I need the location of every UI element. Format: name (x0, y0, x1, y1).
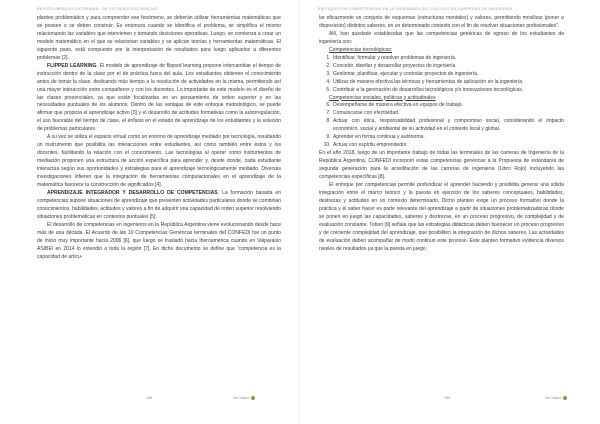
social-competencies-title: Competencias sociales, políticas y actitudinales (329, 94, 436, 101)
brand-logo-icon (251, 396, 255, 400)
list-item: 4. Utilizar de manera efectiva las técnicas y herramientas de aplicación en la ingeniería. (332, 79, 564, 87)
brand-logo-icon (563, 396, 567, 400)
list-item: 9. Aprender en forma continua y autónoma. (332, 134, 564, 142)
tech-competencies-list (319, 55, 564, 95)
right-text-column (319, 15, 564, 254)
flipped-learning-heading: FLIPPED LEARNING (47, 62, 97, 69)
right-footer-brand (545, 396, 567, 400)
right-paragraph-3: En el año 2018, luego de un importante trabajo de todas las terminales de las carreras de Ingeniería de la República Argentina, CONFEDI incorporó estas competencias genéricas a la Propuesta de estándares de segunda generación para la acreditación de las carreras de ingeniería (Libro Rojo) incluyendo las competencias específicas [8]. (319, 150, 564, 181)
right-paragraph-4: El enfoque por competencias permite profundizar el aprender haciendo y posibilita generar una sólida integración entre el marco teórico y la puesta en ejercicio de los saberes conceptuales, habilidades, destrezas y actitudes en un contexto determinado. Dicho planteo exige un proceso formativo donde la práctica y el saber hacer es parte relevante del aprendizaje a partir de situaciones problematizadoras donde se ponen en juego las capacidades, saberes y destrezas, en un proceso progresivo, de complejidad y de evaluación constante. Tobon [9] señala que las estrategias didácticas deben favorecer un proceso progresivo y de creciente complejidad del aprendizaje, que posibiliten la integración de dichos saberes. Las actividades de evaluación deben acompañar de modo continuo este proceso. Este planteo formativo evidencia diversos niveles de resultados ya que la puesta en juego (319, 182, 564, 252)
list-item: 7. Comunicarse con efectividad. (332, 110, 564, 118)
left-paragraph-3: A su vez se utiliza el espacio virtual como un entorno de aprendizaje mediado por tecnología, resultando un instrumento que posibilita las interacciones entre estudiantes, así como también entre éstos y los docentes, facilitando la relación con el conocimiento. Las tecnologías al operar como instrumentos de mediación proponen una estructura de acción específica para aprender y, desde donde, cada estudiante interactúa según sus oportunidades y estrategias para el aprendizaje tecnológicamente mediado. Diversas investigaciones infieren que la integración de herramientas computacionales en el aprendizaje de la matemática favorece la construcción de significados [4]. (37, 134, 281, 189)
flipped-learning-paragraph (37, 63, 281, 135)
right-page (300, 0, 600, 424)
social-competencies-list (319, 102, 564, 150)
competencias-paragraph (37, 190, 281, 222)
list-item: 10. Actuar con espíritu emprendedor. (332, 142, 564, 150)
right-paragraph-1: lar eficazmente un conjunto de esquemas (estructuras mentales) y valores, permitiendo movilizar (poner a disposición) distintos saberes, en un determinado contexto con el fin de resolver situaciones profesionales”. (319, 15, 564, 29)
right-brand-text: Sul Sakoe (545, 396, 562, 400)
competencias-text: . La formación basada en competencias supone situaciones de aprendizaje que presenten actividades particulares donde se combinan conocimientos, habilidades, actitudes y valores a fin de adquirir una capacidad de orden superior resolviendo situaciones problemáticas en contextos puntuales [5]. (37, 189, 281, 220)
left-brand-text: Sul Sakoe (233, 396, 250, 400)
left-paragraph-1: planteo problemático y para comprender ese fenómeno, se deberán utilizar herramientas matemáticas que se poseen o se deben construir. Es entonces cuando se identifica el problema, se simplifica el mismo relacionando las variables que intervienen y tomando decisiones operativas. Luego, se comienza a crear un modelo matemático en el que se relacionan variables y se aplican teorías y herramientas matemáticas. El siguiente paso, está compuesto por la interpretación de resultados para luego aplicarlos a diferentes problemas [2]. (37, 15, 281, 61)
right-paragraph-2: Allí, han quedado establecidas que las competencias genéricas de egreso de los estudiantes de ingeniería son: (319, 30, 564, 45)
list-item: 8. Actuar con ética, responsabilidad profesional y compromiso social, considerando el impacto económico, social y ambiental de su actividad en el contexto local y global. (332, 118, 564, 134)
right-page-number: 169 (444, 396, 450, 400)
left-footer-brand (233, 396, 255, 400)
left-text-column (37, 15, 281, 262)
flipped-learning-text: . El modelo de aprendizaje de flipped learning propone intercambiar el tiempo de instrucción dentro de la clase por el de práctica fuera del aula. Los estudiantes obtienen el conocimiento antes de tomar la clase, dedicando más tiempo a la resolución de actividades en la misma, permitiendo así una mayor interacción entre compañeros y con los docentes. Lo importante de este modelo es el diseño de las clases presenciales, ya que están focalizadas en un pensamiento de orden superior y en las necesidades puntuales de los alumnos. Dentro de las ventajas de este enfoque metodológico, se puede afirmar que propicia el aprendizaje activo [3] y el desarrollo de actitudes formativas como la autorregulación, el uso favorable del tiempo de clase, el énfasis en el estado de aprendizaje de los estudiantes y la solución de problemas particulares. (37, 62, 281, 133)
list-item: 3. Gestionar, planificar, ejecutar y controlar proyectos de ingeniería. (332, 71, 564, 79)
right-running-head: ENFOQUE POR COMPETENCIAS EN LA ENSEÑANZA DEL CÁLCULO EN CARRERAS DE INGENIERÍA (318, 7, 513, 11)
left-running-head: REVISTA IBERO-ECUATORIANA · DE ESTUDIOS EN CIENCIAS (37, 7, 158, 11)
left-page-number: 168 (146, 396, 152, 400)
tech-competencies-title: Competencias tecnológicas: (329, 46, 393, 53)
list-item: 2. Concebir, diseñar y desarrollar proyectos de ingeniería. (332, 63, 564, 71)
competencias-heading: APRENDIZAJE INTEGRADOR Y DESARROLLO DE COMPETENCIAS (47, 189, 218, 196)
left-paragraph-5: El desarrollo de competencias en ingenieros en la República Argentina viene evolucionando desde hace más de una década. El Acuerdo de las 10 Competencias Genéricas terminales del CONFEDI fue un punto de inicio muy importante hacia 2006 [6], que luego se trasladó hacia Iberoamérica cuando en Valparaíso ASIBEI en 2014 lo extendió a toda la región [7]. En dicho documento se define que “competencia es la capacidad de articu- (37, 221, 281, 260)
list-item: 6. Desempeñarse de manera efectiva en equipos de trabajo. (332, 102, 564, 110)
list-item: 1. Identificar, formular y resolver problemas de ingeniería. (332, 55, 564, 63)
list-item: 5. Contribuir a la generación de desarrollos tecnológicos y/o innovaciones tecnológicas. (332, 87, 564, 95)
